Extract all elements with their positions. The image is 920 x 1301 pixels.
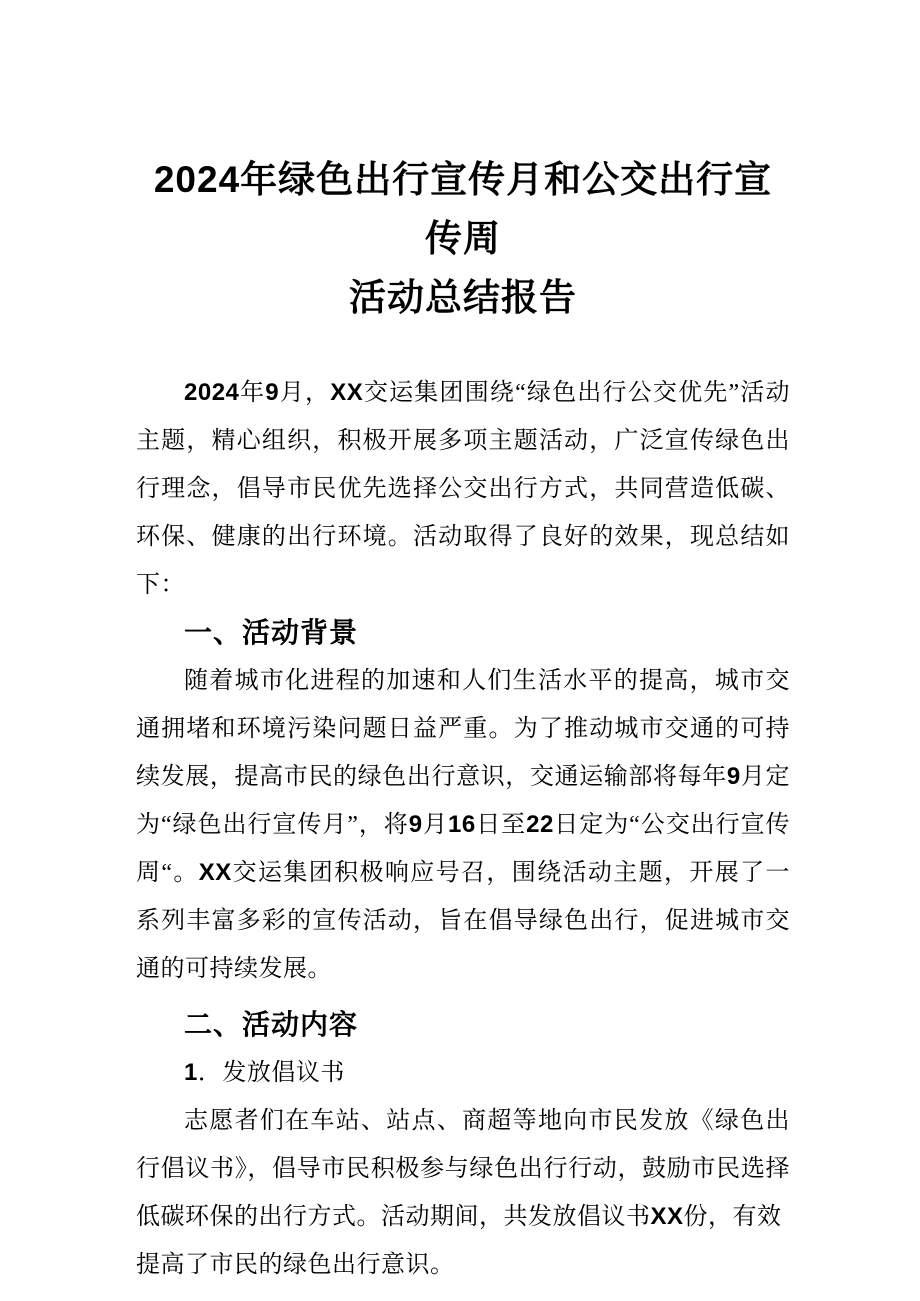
section-heading-content: 二、活动内容 bbox=[184, 1009, 359, 1040]
paragraph-background: 随着城市化进程的加速和人们生活水平的提高，城市交通拥堵和环境污染问题日益严重。为了推动城市交通的可持续发展，提高市民的绿色出行意识，交通运输部将每年9月定为“绿色出行宣传月”，将9月16日至22日定为“公交出行宣传周“。XX交运集团积极响应号召，围绕活动主题，开展了一系列丰富多彩的宣传活动，旨在倡导绿色出行，促进城市交通的可持续发展。 bbox=[136, 668, 791, 982]
paragraph-intro: 2024年9月，XX交运集团围绕“绿色出行公交优先”活动主题，精心组织，积极开展多项主题活动，广泛宣传绿色出行理念，倡导市民优先选择公交出行方式，共同营造低碳、环保、健康的出行环境。活动取得了良好的效果，现总结如下： bbox=[136, 379, 790, 598]
title-line-2: 活动总结报告 bbox=[349, 277, 577, 318]
title-line-1: 2024年绿色出行宣传月和公交出行宣传周 bbox=[153, 159, 773, 259]
document-text bbox=[136, 369, 790, 1289]
section-heading-background: 一、活动背景 bbox=[184, 617, 359, 648]
document-title bbox=[136, 150, 790, 327]
subsection-heading-proposal: 1．发放倡议书 bbox=[184, 1059, 345, 1086]
paragraph-proposal: 志愿者们在车站、站点、商超等地向市民发放《绿色出行倡议书》，倡导市民积极参与绿色出行行动，鼓励市民选择低碳环保的出行方式。活动期间，共发放倡议书XX份，有效 bbox=[136, 1108, 790, 1230]
paragraph-proposal-continued: 提高了市民的绿色出行意识。 bbox=[136, 1252, 455, 1278]
